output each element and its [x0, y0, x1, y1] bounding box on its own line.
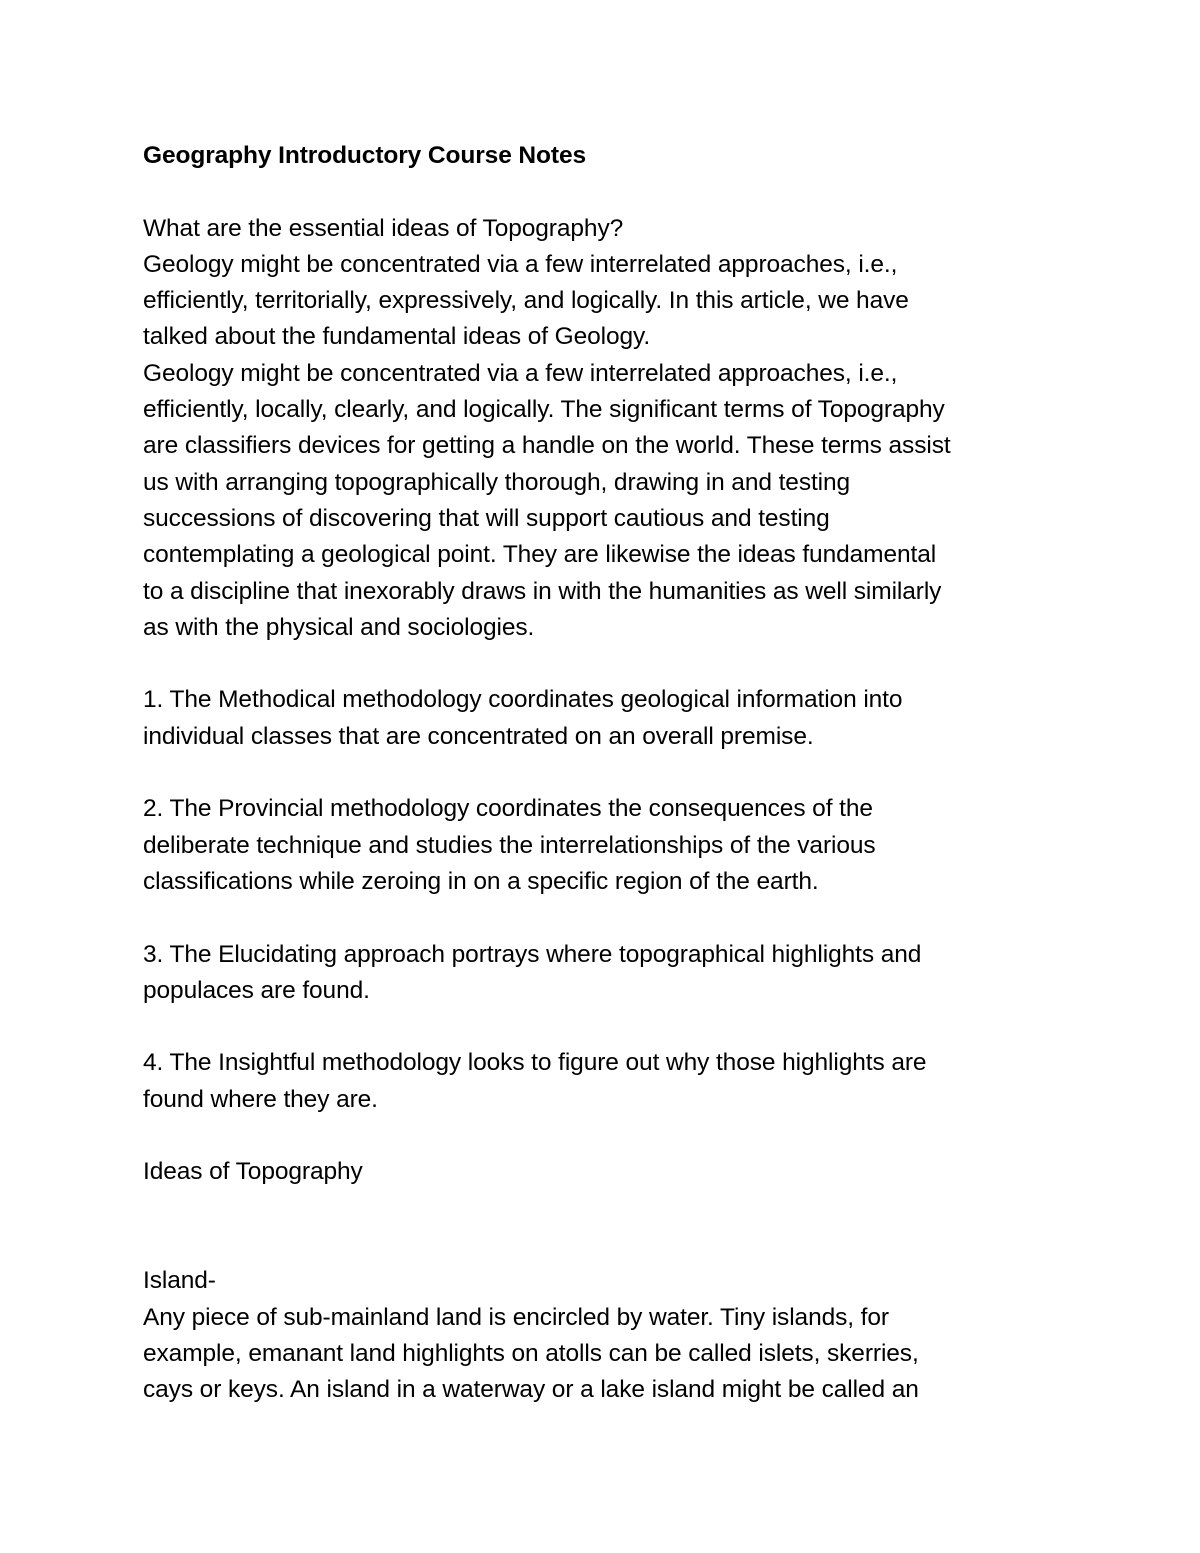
list-item-line: 1. The Methodical methodology coordinates geological information into [143, 686, 903, 714]
term-block [143, 1263, 1073, 1408]
paragraph-2-line: to a discipline that inexorably draws in with the humanities as well similarly [143, 577, 942, 605]
list-item-2 [143, 791, 1073, 900]
list-item-line: individual classes that are concentrated on an overall premise. [143, 722, 814, 750]
spacer [143, 1118, 1073, 1154]
spacer [143, 646, 1073, 682]
list-item-line: 3. The Elucidating approach portrays where topographical highlights and [143, 940, 922, 968]
list-item-line: populaces are found. [143, 976, 370, 1004]
list-item-4 [143, 1045, 1073, 1118]
spacer [143, 900, 1073, 936]
list-item-3 [143, 937, 1073, 1010]
term-paragraph-line: cays or keys. An island in a waterway or a lake island might be called an [143, 1376, 919, 1404]
document-body [143, 138, 1073, 1408]
paragraph-2-line: contemplating a geological point. They are likewise the ideas fundamental [143, 541, 937, 569]
paragraph-1-line: talked about the fundamental ideas of Geology. [143, 323, 651, 351]
spacer [143, 1191, 1073, 1264]
list-item-line: 2. The Provincial methodology coordinates the consequences of the [143, 795, 873, 823]
spacer [143, 1009, 1073, 1045]
paragraph-2-line: successions of discovering that will support cautious and testing [143, 504, 830, 532]
term-paragraph-line: Any piece of sub-mainland land is encircled by water. Tiny islands, for [143, 1303, 889, 1331]
term-paragraph-line: example, emanant land highlights on atolls can be called islets, skerries, [143, 1339, 919, 1367]
paragraph-2-line: Geology might be concentrated via a few interrelated approaches, i.e., [143, 359, 898, 387]
list-item-line: found where they are. [143, 1085, 378, 1113]
paragraph-1-line: Geology might be concentrated via a few interrelated approaches, i.e., [143, 250, 898, 278]
intro-block [143, 211, 1073, 647]
paragraph-2-line: as with the physical and sociologies. [143, 613, 535, 641]
section-heading-block [143, 1154, 1073, 1190]
intro-question: What are the essential ideas of Topography? [143, 214, 624, 242]
list-item-line: classifications while zeroing in on a specific region of the earth. [143, 867, 819, 895]
list-item-1 [143, 682, 1073, 755]
paragraph-2-line: us with arranging topographically thorough, drawing in and testing [143, 468, 851, 496]
paragraph-2-line: efficiently, locally, clearly, and logically. The significant terms of Topography [143, 396, 945, 424]
term-heading: Island- [143, 1267, 216, 1295]
list-item-line: deliberate technique and studies the interrelationships of the various [143, 831, 876, 859]
document-title: Geography Introductory Course Notes [143, 142, 587, 169]
spacer [143, 755, 1073, 791]
paragraph-2-line: are classifiers devices for getting a handle on the world. These terms assist [143, 432, 951, 460]
list-item-line: 4. The Insightful methodology looks to figure out why those highlights are [143, 1049, 927, 1077]
section-heading: Ideas of Topography [143, 1158, 363, 1186]
paragraph-1-line: efficiently, territorially, expressively, and logically. In this article, we have [143, 287, 909, 315]
